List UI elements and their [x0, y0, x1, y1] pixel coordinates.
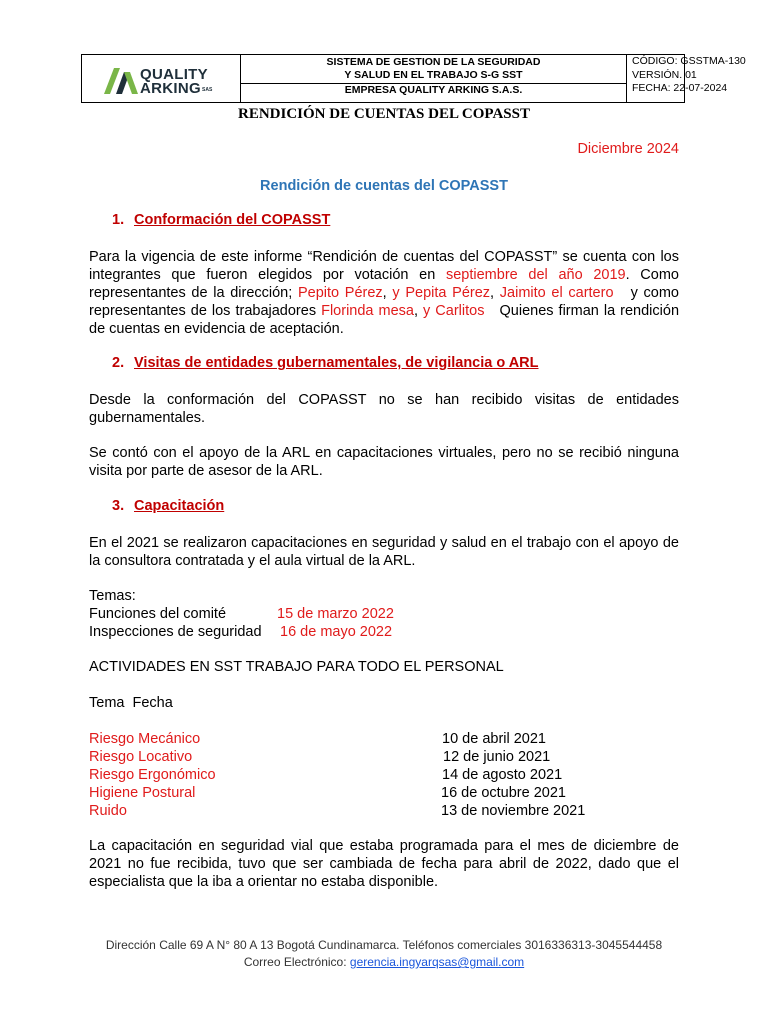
- system-cell: [241, 55, 627, 102]
- text-run: Para la vigencia de este informe “Rendición de cuentas del COPASST” se cuenta con los integrantes que fueron elegidos por votación en: [89, 249, 679, 283]
- activity-name: Riesgo Locativo: [89, 749, 193, 765]
- section-3-heading: [112, 498, 224, 514]
- text-run: ,: [382, 285, 393, 301]
- document-date: FECHA: 22-07-2024: [632, 82, 728, 94]
- section-2-paragraph-2: Se contó con el apoyo de la ARL en capacitaciones virtuales, pero no se recibió ninguna visita por parte de asesor de la ARL.: [89, 445, 679, 479]
- text-run: Quienes firman la rendición de cuentas en evidencia de aceptación.: [89, 303, 684, 337]
- member-name: y Carlitos: [423, 303, 485, 319]
- text-run: y como representantes de los trabajadores: [89, 285, 684, 319]
- election-date: septiembre del año 2019: [445, 267, 626, 283]
- section-number: 3.: [112, 498, 125, 514]
- section-title: Visitas de entidades gubernamentales, de vigilancia o ARL: [134, 355, 539, 371]
- footer-email-label: Correo Electrónico:: [243, 955, 350, 969]
- section-2-paragraph-1: Desde la conformación del COPASST no se han recibido visitas de entidades gubernamentales.: [89, 392, 679, 426]
- section-number: 1.: [112, 212, 125, 228]
- activity-date: 10 de abril 2021: [442, 731, 546, 747]
- tema-name: Funciones del comité: [89, 606, 227, 622]
- logo-text-sas: SAS: [202, 87, 213, 93]
- activities-table-header: Tema Fecha: [89, 695, 173, 711]
- activity-date: 16 de octubre 2021: [441, 785, 566, 801]
- document-header-table: [81, 54, 746, 103]
- system-name: [241, 55, 626, 84]
- document-title: RENDICIÓN DE CUENTAS DEL COPASST: [237, 106, 530, 122]
- member-name: y Pepita Pérez: [392, 285, 491, 301]
- quality-arking-logo-icon: [104, 64, 138, 94]
- section-1-paragraph: [89, 248, 684, 338]
- temas-label: Temas:: [89, 588, 136, 604]
- section-2-heading: [112, 355, 539, 371]
- section-title: Capacitación: [134, 498, 225, 514]
- footer-address: Dirección Calle 69 A N° 80 A 13 Bogotá Cundinamarca. Teléfonos comerciales 3016336313-3045544458: [105, 938, 663, 952]
- tema-date: 16 de mayo 2022: [280, 624, 393, 640]
- member-name: Pepito Pérez: [297, 285, 383, 301]
- text-run: . Como representantes de la dirección;: [89, 267, 679, 301]
- report-date: Diciembre 2024: [577, 141, 679, 157]
- logo-text-quality: QUALITY: [140, 66, 208, 83]
- footer-email-line: [0, 955, 768, 969]
- system-line-1: SISTEMA DE GESTION DE LA SEGURIDAD: [326, 56, 541, 68]
- activities-title: ACTIVIDADES EN SST TRABAJO PARA TODO EL PERSONAL: [89, 659, 504, 675]
- system-line-2: Y SALUD EN EL TRABAJO S-G SST: [344, 69, 523, 81]
- tema-name: Inspecciones de seguridad: [89, 624, 262, 640]
- section-3-paragraph-1: En el 2021 se realizaron capacitaciones en seguridad y salud en el trabajo con el apoyo de la consultora contratada y el aula virtual de la ARL.: [89, 535, 679, 569]
- activity-date: 12 de junio 2021: [443, 749, 551, 765]
- logo-text-arking: ARKING: [140, 80, 201, 97]
- member-name: Florinda mesa: [321, 303, 414, 319]
- tema-date: 15 de marzo 2022: [277, 606, 394, 622]
- activity-name: Riesgo Mecánico: [89, 731, 201, 747]
- footer-email-link[interactable]: gerencia.ingyarqsas@gmail.com: [349, 955, 525, 969]
- document-code: CÓDIGO: GSSTMA-130: [632, 55, 746, 67]
- company-name: EMPRESA QUALITY ARKING S.A.S.: [344, 84, 523, 96]
- activity-date: 13 de noviembre 2021: [441, 803, 586, 819]
- text-run: ,: [490, 285, 500, 301]
- section-1-heading: [112, 212, 330, 228]
- activity-name: Ruido: [89, 803, 127, 819]
- document-version: VERSIÓN. 01: [632, 68, 697, 81]
- section-title: Conformación del COPASST: [134, 212, 331, 228]
- logo-cell: [82, 55, 241, 102]
- section-number: 2.: [112, 355, 125, 371]
- member-name: Jaimito el cartero: [499, 285, 614, 301]
- activity-name: Higiene Postural: [89, 785, 196, 801]
- activity-date: 14 de agosto 2021: [442, 767, 563, 783]
- report-subtitle: Rendición de cuentas del COPASST: [260, 178, 508, 194]
- text-run: ,: [413, 303, 424, 319]
- document-meta-cell: [627, 55, 746, 102]
- activity-name: Riesgo Ergonómico: [89, 767, 216, 783]
- section-3-paragraph-last: La capacitación en seguridad vial que estaba programada para el mes de diciembre de 2021 no fue recibida, tuvo que ser cambiada de fecha para abril de 2022, dado que el especialista que la iba a orientar no estaba disponible.: [89, 838, 679, 890]
